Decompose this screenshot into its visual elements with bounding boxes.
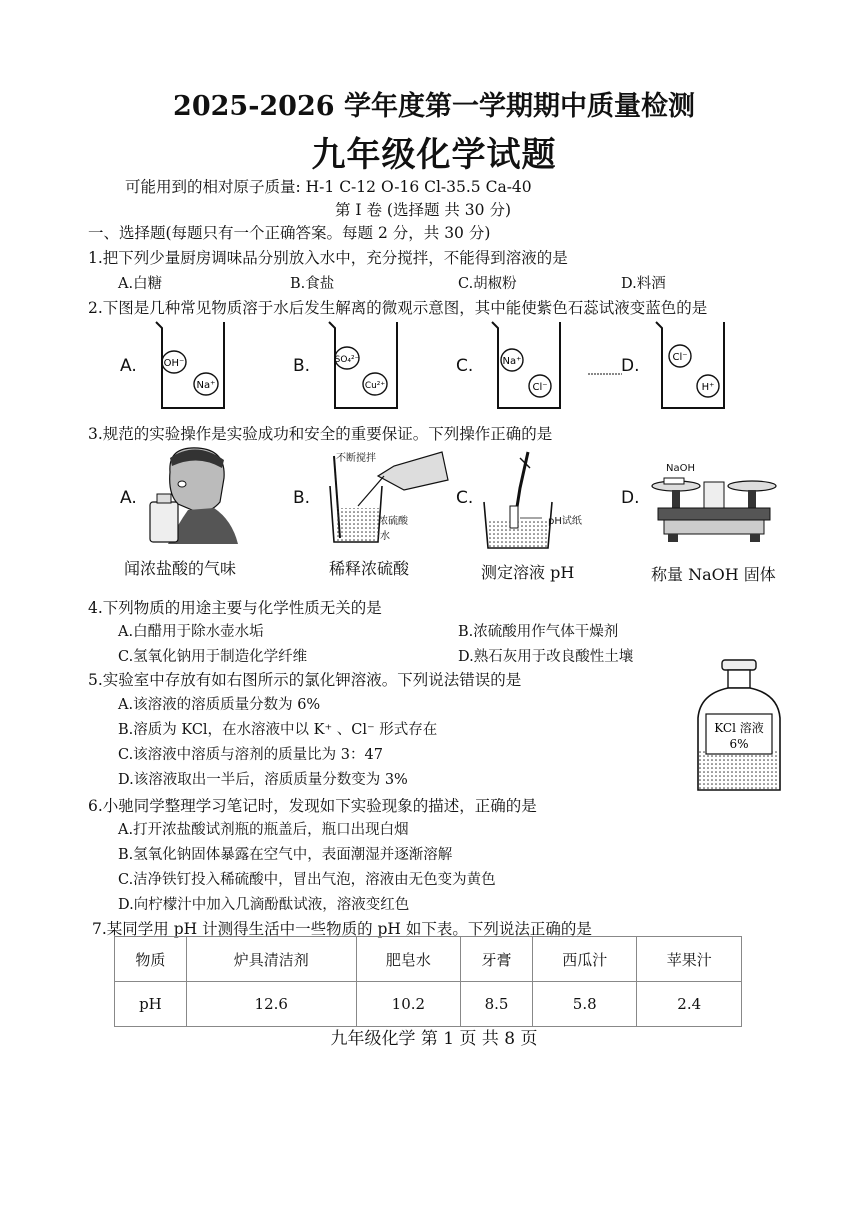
balance-figure: [650, 470, 780, 550]
ion-cl-d: Cl⁻: [672, 352, 688, 363]
table-cell: pH: [115, 982, 187, 1027]
table-cell: 炉具清洁剂: [186, 937, 356, 982]
q6-option-a: A.打开浓盐酸试剂瓶的瓶盖后，瓶口出现白烟: [118, 822, 409, 838]
q3-stem: 3.规范的实验操作是实验成功和安全的重要保证。下列操作正确的是: [88, 425, 553, 443]
table-header-row: [115, 937, 742, 982]
ion-cu: Cu²⁺: [364, 381, 386, 391]
q7-stem: 7.某同学用 pH 计测得生活中一些物质的 pH 如下表。下列说法正确的是: [92, 920, 592, 938]
beaker-a-figure: [152, 320, 232, 412]
exam-subtitle: 九年级化学试题: [311, 135, 557, 175]
q3-label-d: D.: [621, 488, 640, 508]
table-cell: 苹果汁: [637, 937, 742, 982]
ion-so4: SO₄²⁻: [334, 355, 360, 365]
q3-caption-b: 稀释浓硫酸: [329, 559, 410, 578]
ph-table: [114, 936, 742, 1027]
q1-option-b: B.食盐: [290, 276, 335, 292]
fig-label-ph-paper: pH试纸: [548, 516, 582, 527]
q1-stem: 1.把下列少量厨房调味品分别放入水中，充分搅拌，不能得到溶液的是: [88, 249, 568, 267]
ion-cl-c: Cl⁻: [532, 382, 548, 393]
q3-caption-c: 测定溶液 pH: [481, 563, 575, 582]
q6-option-c: C.洁净铁钉投入稀硫酸中，冒出气泡，溶液由无色变为黄色: [118, 872, 496, 888]
volume-label: 第 I 卷 (选择题 共 30 分): [335, 201, 512, 219]
q5-stem: 5.实验室中存放有如右图所示的氯化钾溶液。下列说法错误的是: [88, 671, 522, 689]
ion-h-d: H⁺: [701, 382, 715, 393]
table-cell: 10.2: [356, 982, 461, 1027]
fig-label-acid: 浓硫酸: [378, 516, 408, 527]
bottle-label-name: KCl 溶液: [714, 721, 764, 735]
q6-option-b: B.氢氧化钠固体暴露在空气中，表面潮湿并逐渐溶解: [118, 847, 453, 863]
q6-stem: 6.小驰同学整理学习笔记时，发现如下实验现象的描述，正确的是: [88, 797, 537, 815]
beaker-c-figure: [488, 320, 568, 412]
table-cell: 肥皂水: [356, 937, 461, 982]
table-cell: 物质: [115, 937, 187, 982]
atomic-masses: 可能用到的相对原子质量: H-1 C-12 O-16 Cl-35.5 Ca-40: [125, 178, 532, 196]
q5-option-c: C.该溶液中溶质与溶剂的质量比为 3：47: [118, 747, 383, 763]
table-cell: 2.4: [637, 982, 742, 1027]
q3-caption-d: 称量 NaOH 固体: [651, 565, 776, 584]
q5-option-a: A.该溶液的溶质质量分数为 6%: [118, 697, 321, 713]
q1-option-d: D.料酒: [621, 276, 666, 292]
q3-label-c: C.: [456, 488, 474, 508]
fig-label-stir: 不断搅拌: [336, 453, 376, 464]
kcl-bottle-figure: [694, 658, 784, 796]
bottle-label-percent: 6%: [729, 737, 749, 751]
page-footer: 九年级化学 第 1 页 共 8 页: [330, 1029, 538, 1049]
q5-option-d: D.该溶液取出一半后，溶质质量分数变为 3%: [118, 772, 408, 788]
q5-option-b: B.溶质为 KCl，在水溶液中以 K⁺ 、Cl⁻ 形式存在: [118, 722, 438, 738]
fig-label-naoh: NaOH: [666, 463, 695, 474]
table-cell: 12.6: [186, 982, 356, 1027]
table-cell: 西瓜汁: [532, 937, 637, 982]
smell-acid-figure: [148, 444, 238, 544]
q2-label-d: D.: [621, 356, 640, 376]
exam-title: 2025-2026 学年度第一学期期中质量检测: [173, 91, 695, 122]
q3-label-b: B.: [293, 488, 311, 508]
q2-label-b: B.: [293, 356, 311, 376]
ph-test-figure: [484, 448, 564, 548]
q4-option-c: C.氢氧化钠用于制造化学纤维: [118, 649, 308, 665]
q6-option-d: D.向柠檬汁中加入几滴酚酞试液，溶液变红色: [118, 897, 410, 913]
q2-stem: 2.下图是几种常见物质溶于水后发生解离的微观示意图，其中能使紫色石蕊试液变蓝色的是: [88, 299, 708, 317]
table-row: [115, 982, 742, 1027]
section-title: 一、选择题(每题只有一个正确答案。每题 2 分，共 30 分): [88, 224, 491, 242]
table-cell: 5.8: [532, 982, 637, 1027]
fig-label-water: 水: [380, 531, 390, 542]
q3-label-a: A.: [120, 488, 137, 508]
beaker-d-figure: [652, 320, 732, 412]
ion-na-c: Na⁺: [502, 356, 522, 367]
table-cell: 牙膏: [461, 937, 533, 982]
q4-option-a: A.白醋用于除水壶水垢: [118, 624, 264, 640]
ion-oh: OH⁻: [163, 358, 185, 369]
q3-caption-a: 闻浓盐酸的气味: [124, 559, 237, 578]
q2-label-a: A.: [120, 356, 137, 376]
q1-option-c: C.胡椒粉: [458, 276, 517, 292]
beaker-b-figure: [325, 320, 405, 412]
q2-label-c: C.: [456, 356, 474, 376]
q4-stem: 4.下列物质的用途主要与化学性质无关的是: [88, 599, 382, 617]
leader-line: [588, 372, 622, 376]
q1-option-a: A.白糖: [118, 276, 163, 292]
q4-option-d: D.熟石灰用于改良酸性土壤: [458, 649, 634, 665]
q4-option-b: B.浓硫酸用作气体干燥剂: [458, 624, 619, 640]
table-cell: 8.5: [461, 982, 533, 1027]
ion-na: Na⁺: [196, 380, 216, 391]
